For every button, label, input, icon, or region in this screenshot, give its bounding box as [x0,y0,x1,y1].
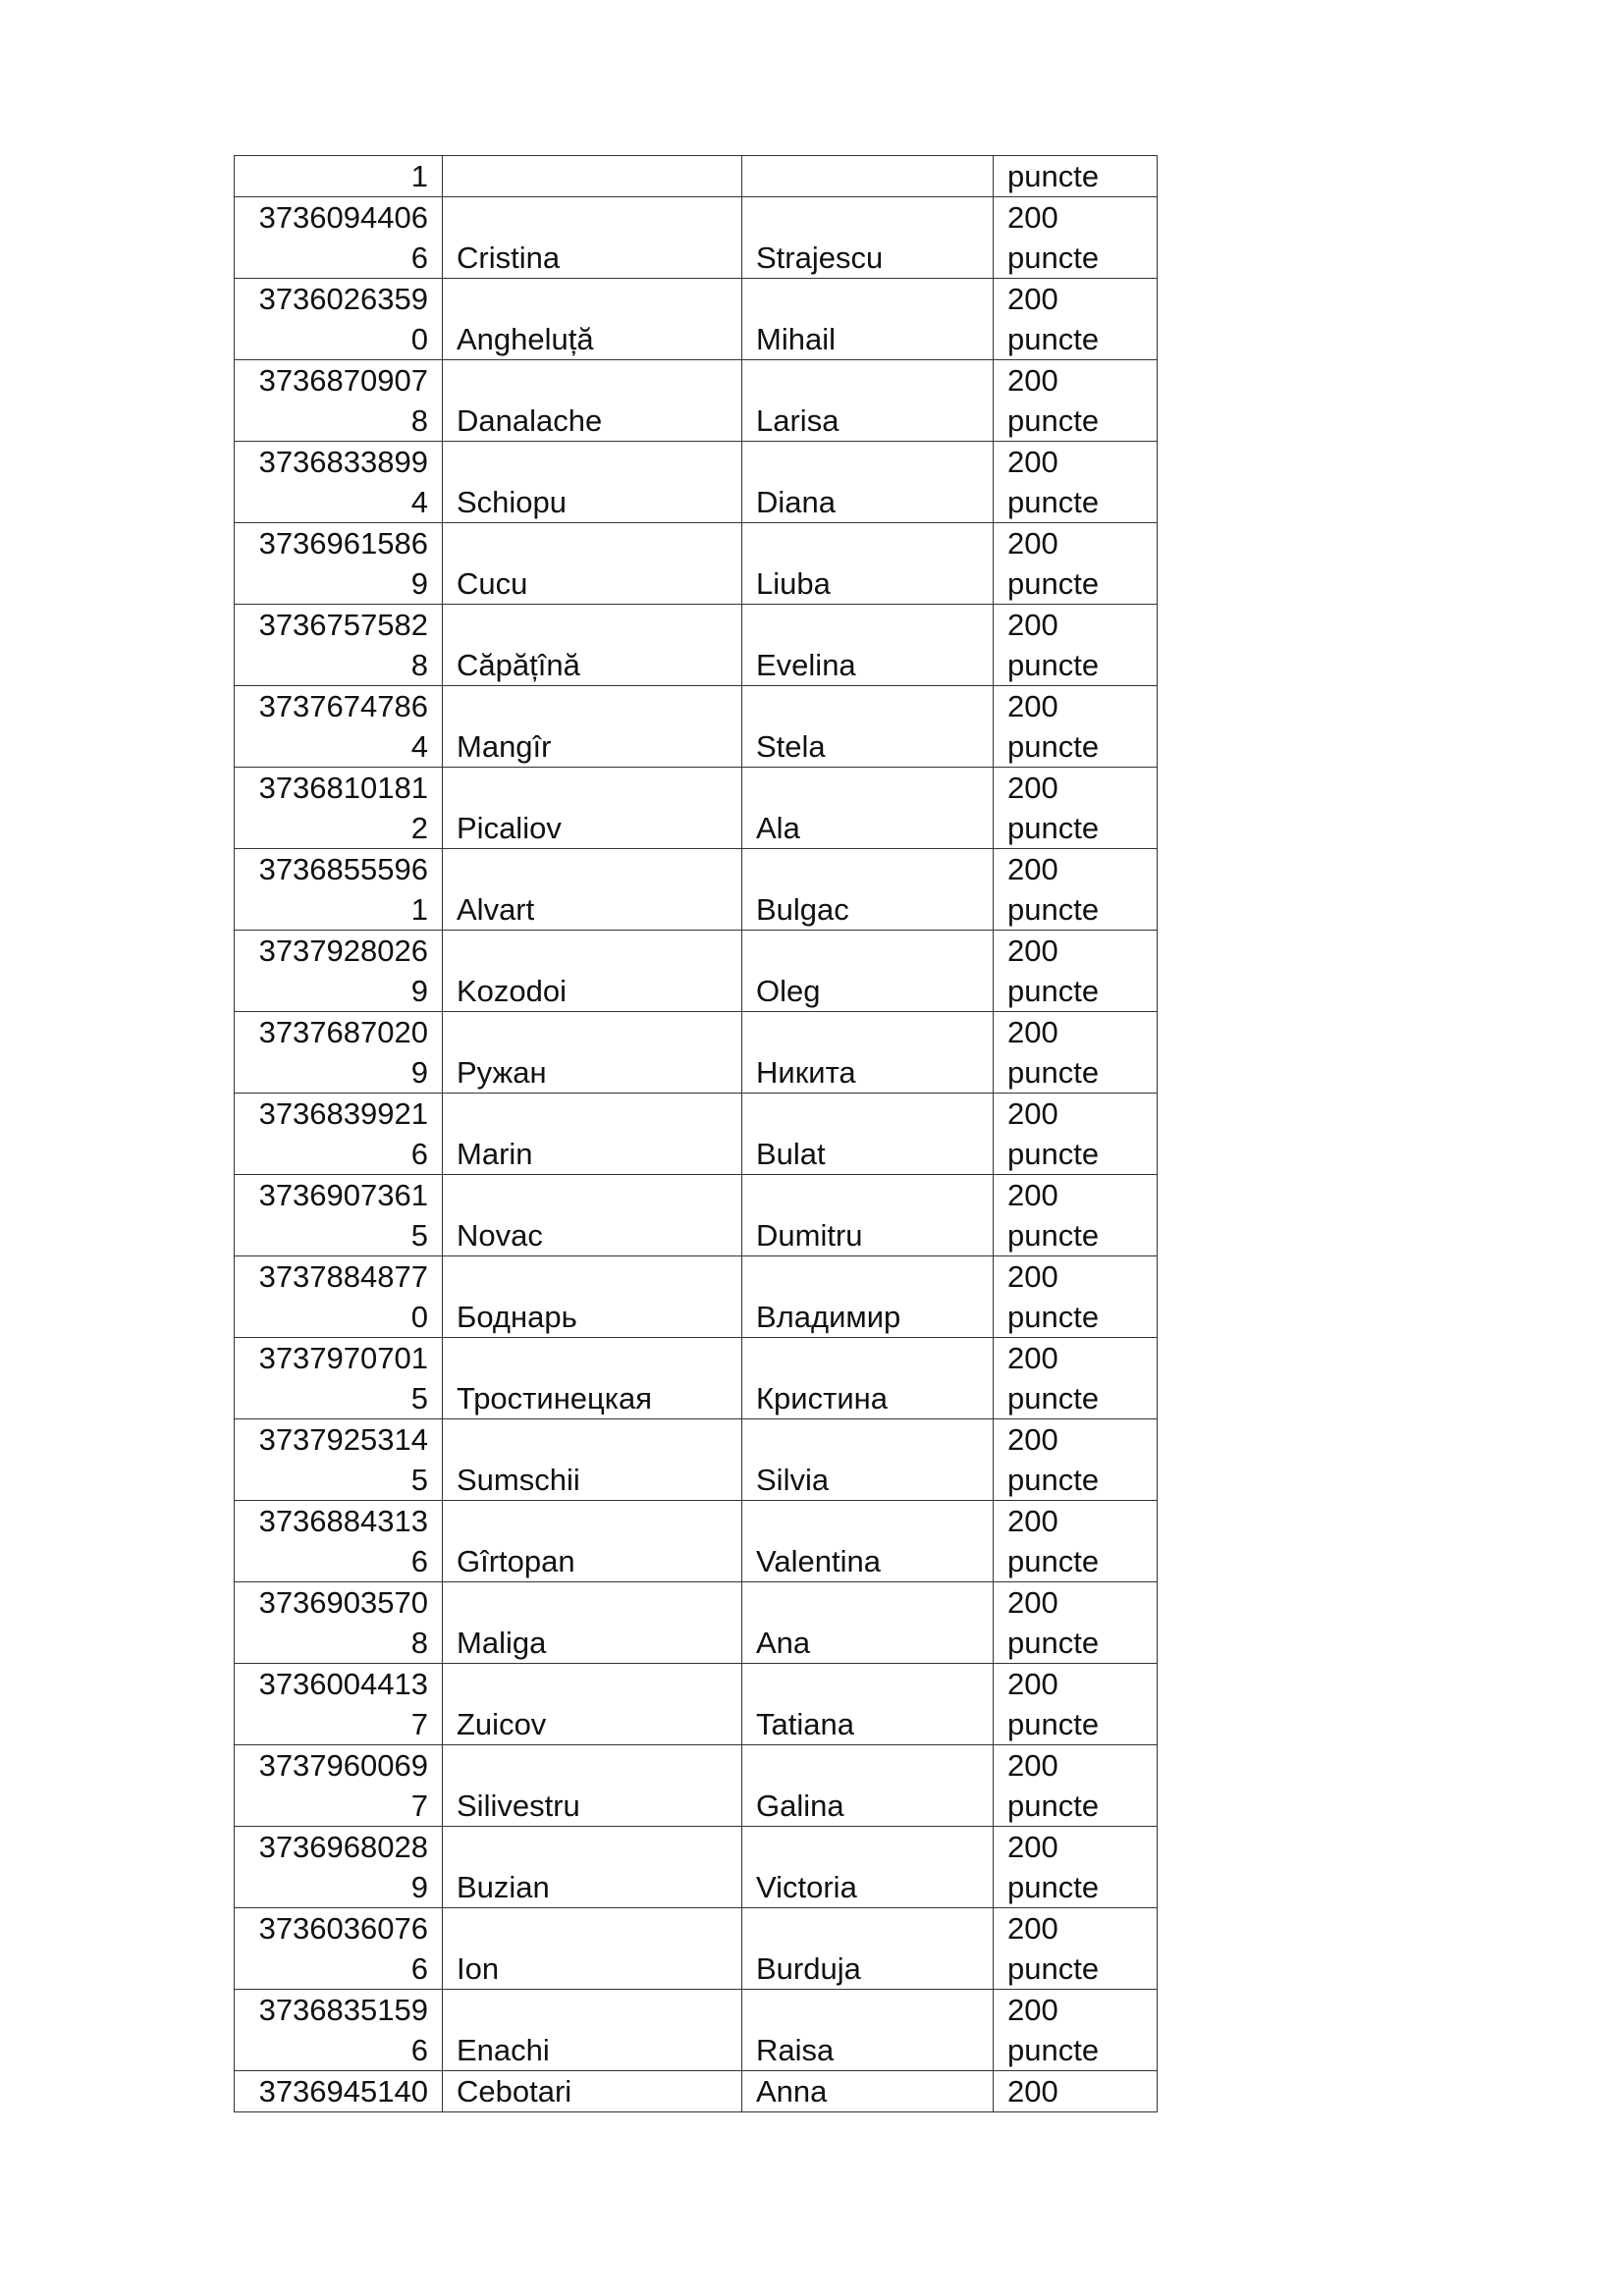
last-name: Ружан [457,1055,547,1090]
last-name-cell [443,1582,742,1664]
phone-number-part-1: 3736855596 [258,852,428,886]
table-row [235,1827,1158,1908]
first-name-cell [742,197,994,279]
table-row [235,442,1158,523]
first-name: Ana [756,1626,811,1660]
last-name-cell [443,1012,742,1094]
first-name: Tatiana [756,1707,854,1741]
last-name-cell [443,1256,742,1338]
last-name-cell [443,1827,742,1908]
first-name-cell [742,1094,994,1175]
results-table-body [235,156,1158,2112]
table-row-continued [235,156,1158,197]
score-cell [994,1175,1158,1256]
score-cell [994,197,1158,279]
score-cell [994,1990,1158,2071]
first-name-cell [742,1012,994,1094]
first-name: Oleg [756,974,821,1008]
score-unit: puncte [1007,322,1100,356]
score-cell [994,931,1158,1012]
table-row [235,1664,1158,1745]
first-name-cell [742,849,994,931]
phone-cell [235,360,443,442]
score-value: 200 [1007,363,1058,398]
phone-number-part-1: 3736835159 [258,1993,428,2027]
phone-cell [235,1419,443,1501]
last-name: Тростинецкая [457,1381,653,1415]
phone-number-part-2: 9 [410,566,428,601]
table-row [235,1501,1158,1582]
phone-cell [235,1827,443,1908]
phone-number-part-2: 9 [410,1055,428,1090]
first-name: Anna [756,2074,828,2109]
score-unit: puncte [1007,729,1100,764]
score-unit: puncte [1007,1137,1100,1171]
score-cell [994,1338,1158,1419]
last-name-cell [443,849,742,931]
score-value: 200 [1007,1830,1058,1864]
first-name-cell [742,1338,994,1419]
last-name: Novac [457,1218,543,1253]
last-name: Schiopu [457,485,568,519]
phone-cell [235,523,443,605]
score-unit: puncte [1007,1951,1100,1986]
last-name-cell [443,2071,742,2112]
phone-number-part-1: 3737928026 [258,934,428,968]
score-cell [994,360,1158,442]
last-name-cell [443,279,742,360]
table-row [235,197,1158,279]
phone-number-part-2: 1 [410,892,428,927]
last-name: Picaliov [457,811,562,845]
phone-number-part-1: 3737925314 [258,1422,428,1457]
phone-number-part-1: 3736907361 [258,1178,428,1212]
last-name: Боднарь [457,1300,577,1334]
first-name-cell [742,1501,994,1582]
score-cell [994,1012,1158,1094]
score-cell [994,605,1158,686]
first-name-cell [742,156,994,197]
last-name-cell [443,1175,742,1256]
score-unit: puncte [1007,566,1100,601]
phone-number-part-2: 0 [410,322,428,356]
last-name-cell [443,360,742,442]
score-unit: puncte [1007,240,1100,275]
last-name: Cebotari [457,2074,572,2109]
table-row [235,1338,1158,1419]
first-name: Владимир [756,1300,901,1334]
score-cell [994,1827,1158,1908]
phone-number-part-1: 3736036076 [258,1911,428,1946]
phone-cell [235,1908,443,1990]
score-value: 200 [1007,1259,1058,1294]
phone-number-part-1: 3736884313 [258,1504,428,1538]
phone-number-part-1: 3737687020 [258,1015,428,1049]
last-name: Cristina [457,240,561,275]
first-name-cell [742,1175,994,1256]
score-value: 200 [1007,526,1058,561]
first-name-cell [742,1256,994,1338]
table-row-last [235,2071,1158,2112]
last-name-cell [443,1501,742,1582]
phone-number-part-2: 8 [410,1626,428,1660]
score-value: 200 [1007,608,1058,642]
phone-cell [235,1256,443,1338]
first-name-cell [742,442,994,523]
score-cell [994,1664,1158,1745]
table-row [235,1990,1158,2071]
first-name: Raisa [756,2033,835,2067]
table-row [235,768,1158,849]
phone-cell [235,605,443,686]
score-cell [994,686,1158,768]
first-name: Stela [756,729,826,764]
score-unit: puncte [1007,974,1100,1008]
phone-cell [235,1094,443,1175]
score-value: 200 [1007,1911,1058,1946]
last-name-cell [443,768,742,849]
phone-number-part-2: 6 [410,1951,428,1986]
table-row [235,1582,1158,1664]
score-cell [994,442,1158,523]
phone-number-part-1: 3736833899 [258,445,428,479]
last-name: Alvart [457,892,535,927]
score-cell [994,2071,1158,2112]
score-unit: puncte [1007,1544,1100,1578]
last-name: Kozodoi [457,974,568,1008]
first-name: Larisa [756,403,839,438]
phone-cell [235,931,443,1012]
phone-number-part-2: 6 [410,240,428,275]
table-row [235,1745,1158,1827]
table-row [235,1175,1158,1256]
last-name: Mangîr [457,729,552,764]
score-unit: puncte [1007,403,1100,438]
first-name-cell [742,1419,994,1501]
first-name-cell [742,2071,994,2112]
score-value: 200 [1007,282,1058,316]
phone-cell [235,279,443,360]
score-unit: puncte [1007,1218,1100,1253]
score-unit: puncte [1007,2033,1100,2067]
score-unit: puncte [1007,1300,1100,1334]
score-cell [994,279,1158,360]
first-name-cell [742,1908,994,1990]
results-table [234,155,1158,2112]
score-value: 200 [1007,1096,1058,1131]
last-name-cell [443,1990,742,2071]
first-name: Valentina [756,1544,881,1578]
phone-number-part-1: 3736004413 [258,1667,428,1701]
last-name-cell [443,605,742,686]
score-value: 200 [1007,771,1058,805]
last-name-cell [443,1745,742,1827]
first-name: Bulat [756,1137,826,1171]
score-value: 200 [1007,852,1058,886]
table-row [235,1419,1158,1501]
first-name: Galina [756,1789,844,1823]
first-name-cell [742,1745,994,1827]
first-name: Mihail [756,322,836,356]
first-name-cell [742,279,994,360]
score-cell [994,1094,1158,1175]
score-value: 200 [1007,934,1058,968]
phone-number-part-2: 5 [410,1218,428,1253]
phone-number-part-2: 8 [410,648,428,682]
last-name-cell [443,523,742,605]
score-cell [994,1501,1158,1582]
table-row [235,1012,1158,1094]
first-name: Dumitru [756,1218,863,1253]
score-unit: puncte [1007,485,1100,519]
score-value: 200 [1007,200,1058,235]
score-unit: puncte [1007,892,1100,927]
phone-number-part-2: 6 [410,1137,428,1171]
last-name-cell [443,1664,742,1745]
score-value: 200 [1007,1504,1058,1538]
phone-cell [235,1990,443,2071]
phone-number-part-1: 3737970701 [258,1341,428,1375]
score-value: 200 [1007,1667,1058,1701]
first-name-cell [742,605,994,686]
last-name-cell [443,1419,742,1501]
phone-number-part-2: 9 [410,974,428,1008]
last-name: Zuicov [457,1707,547,1741]
last-name-cell [443,197,742,279]
phone-number-part-1: 3736968028 [258,1830,428,1864]
phone-number-part-1: 3736839921 [258,1096,428,1131]
score-cell [994,1582,1158,1664]
table-row [235,1908,1158,1990]
last-name-cell [443,686,742,768]
score-cell [994,849,1158,931]
phone-number-part-2: 8 [410,403,428,438]
phone-number-part-1: 3736903570 [258,1585,428,1620]
score-cell [994,1908,1158,1990]
phone-number-part-1: 3737960069 [258,1748,428,1783]
first-name: Liuba [756,566,831,601]
first-name: Strajescu [756,240,884,275]
last-name-cell [443,156,742,197]
phone-cell [235,686,443,768]
table-row [235,605,1158,686]
last-name: Enachi [457,2033,550,2067]
score-value: 200 [1007,1993,1058,2027]
phone-number-part-2: 5 [410,1381,428,1415]
first-name-cell [742,1990,994,2071]
phone-number-part-2: 4 [410,485,428,519]
first-name-cell [742,360,994,442]
first-name: Burduja [756,1951,861,1986]
last-name: Buzian [457,1870,550,1904]
last-name: Marin [457,1137,533,1171]
score-cell [994,156,1158,197]
phone-number-part-2: 7 [410,1789,428,1823]
score-unit: puncte [1007,648,1100,682]
phone-number-part-2: 9 [410,1870,428,1904]
phone-number-part-2: 0 [410,1300,428,1334]
phone-number-part-1: 3736757582 [258,608,428,642]
score-cell [994,523,1158,605]
phone-number-part-1: 3736961586 [258,526,428,561]
first-name: Victoria [756,1870,857,1904]
phone-cell [235,1501,443,1582]
first-name-cell [742,523,994,605]
score-cell [994,1256,1158,1338]
phone-number-part-2: 2 [410,811,428,845]
score-cell [994,1419,1158,1501]
phone-cell [235,1338,443,1419]
score-value: 200 [1007,2074,1058,2109]
phone-number-part-1: 3737884877 [258,1259,428,1294]
table-row [235,1256,1158,1338]
table-row [235,1094,1158,1175]
score-value: 200 [1007,445,1058,479]
score-cell [994,1745,1158,1827]
last-name-cell [443,1338,742,1419]
first-name: Silvia [756,1463,830,1497]
phone-cell [235,1012,443,1094]
score-value: 200 [1007,1748,1058,1783]
table-row [235,849,1158,931]
last-name: Silivestru [457,1789,580,1823]
phone-number-part-1: 3736094406 [258,200,428,235]
table-row [235,931,1158,1012]
score-unit: puncte [1007,1055,1100,1090]
phone-number: 1 [410,159,428,193]
first-name-cell [742,931,994,1012]
phone-cell [235,768,443,849]
score-unit: puncte [1007,811,1100,845]
phone-number-part-2: 4 [410,729,428,764]
last-name: Angheluță [457,322,594,356]
last-name: Căpățînă [457,648,580,682]
phone-cell [235,1582,443,1664]
phone-cell [235,1745,443,1827]
last-name: Maliga [457,1626,547,1660]
phone-number: 3736945140 [258,2074,428,2109]
table-row [235,279,1158,360]
score-cell [994,768,1158,849]
first-name: Никита [756,1055,856,1090]
first-name: Evelina [756,648,856,682]
first-name: Ala [756,811,800,845]
last-name: Sumschii [457,1463,580,1497]
phone-number-part-2: 6 [410,1544,428,1578]
first-name-cell [742,768,994,849]
first-name: Bulgac [756,892,849,927]
first-name-cell [742,1664,994,1745]
last-name: Gîrtopan [457,1544,575,1578]
phone-number-part-1: 3736810181 [258,771,428,805]
phone-number-part-1: 3737674786 [258,689,428,723]
score-value: 200 [1007,1178,1058,1212]
first-name: Кристина [756,1381,888,1415]
phone-cell [235,442,443,523]
score-unit: puncte [1007,1381,1100,1415]
first-name-cell [742,1582,994,1664]
first-name-cell [742,1827,994,1908]
phone-cell [235,1664,443,1745]
score-value: 200 [1007,1341,1058,1375]
phone-cell [235,2071,443,2112]
last-name-cell [443,1094,742,1175]
last-name: Cucu [457,566,528,601]
phone-number-part-2: 5 [410,1463,428,1497]
score-value: 200 [1007,1015,1058,1049]
last-name-cell [443,931,742,1012]
score-value: 200 [1007,1585,1058,1620]
score-unit: puncte [1007,159,1100,193]
score-value: 200 [1007,689,1058,723]
last-name-cell [443,442,742,523]
table-row [235,686,1158,768]
score-unit: puncte [1007,1626,1100,1660]
score-unit: puncte [1007,1789,1100,1823]
last-name: Danalache [457,403,603,438]
first-name: Diana [756,485,836,519]
score-unit: puncte [1007,1870,1100,1904]
table-row [235,523,1158,605]
phone-number-part-1: 3736026359 [258,282,428,316]
phone-number-part-2: 6 [410,2033,428,2067]
last-name-cell [443,1908,742,1990]
score-unit: puncte [1007,1463,1100,1497]
score-unit: puncte [1007,1707,1100,1741]
phone-cell [235,197,443,279]
phone-number-part-1: 3736870907 [258,363,428,398]
first-name-cell [742,686,994,768]
phone-number-part-2: 7 [410,1707,428,1741]
score-value: 200 [1007,1422,1058,1457]
table-row [235,360,1158,442]
phone-cell [235,156,443,197]
last-name: Ion [457,1951,500,1986]
phone-cell [235,1175,443,1256]
phone-cell [235,849,443,931]
